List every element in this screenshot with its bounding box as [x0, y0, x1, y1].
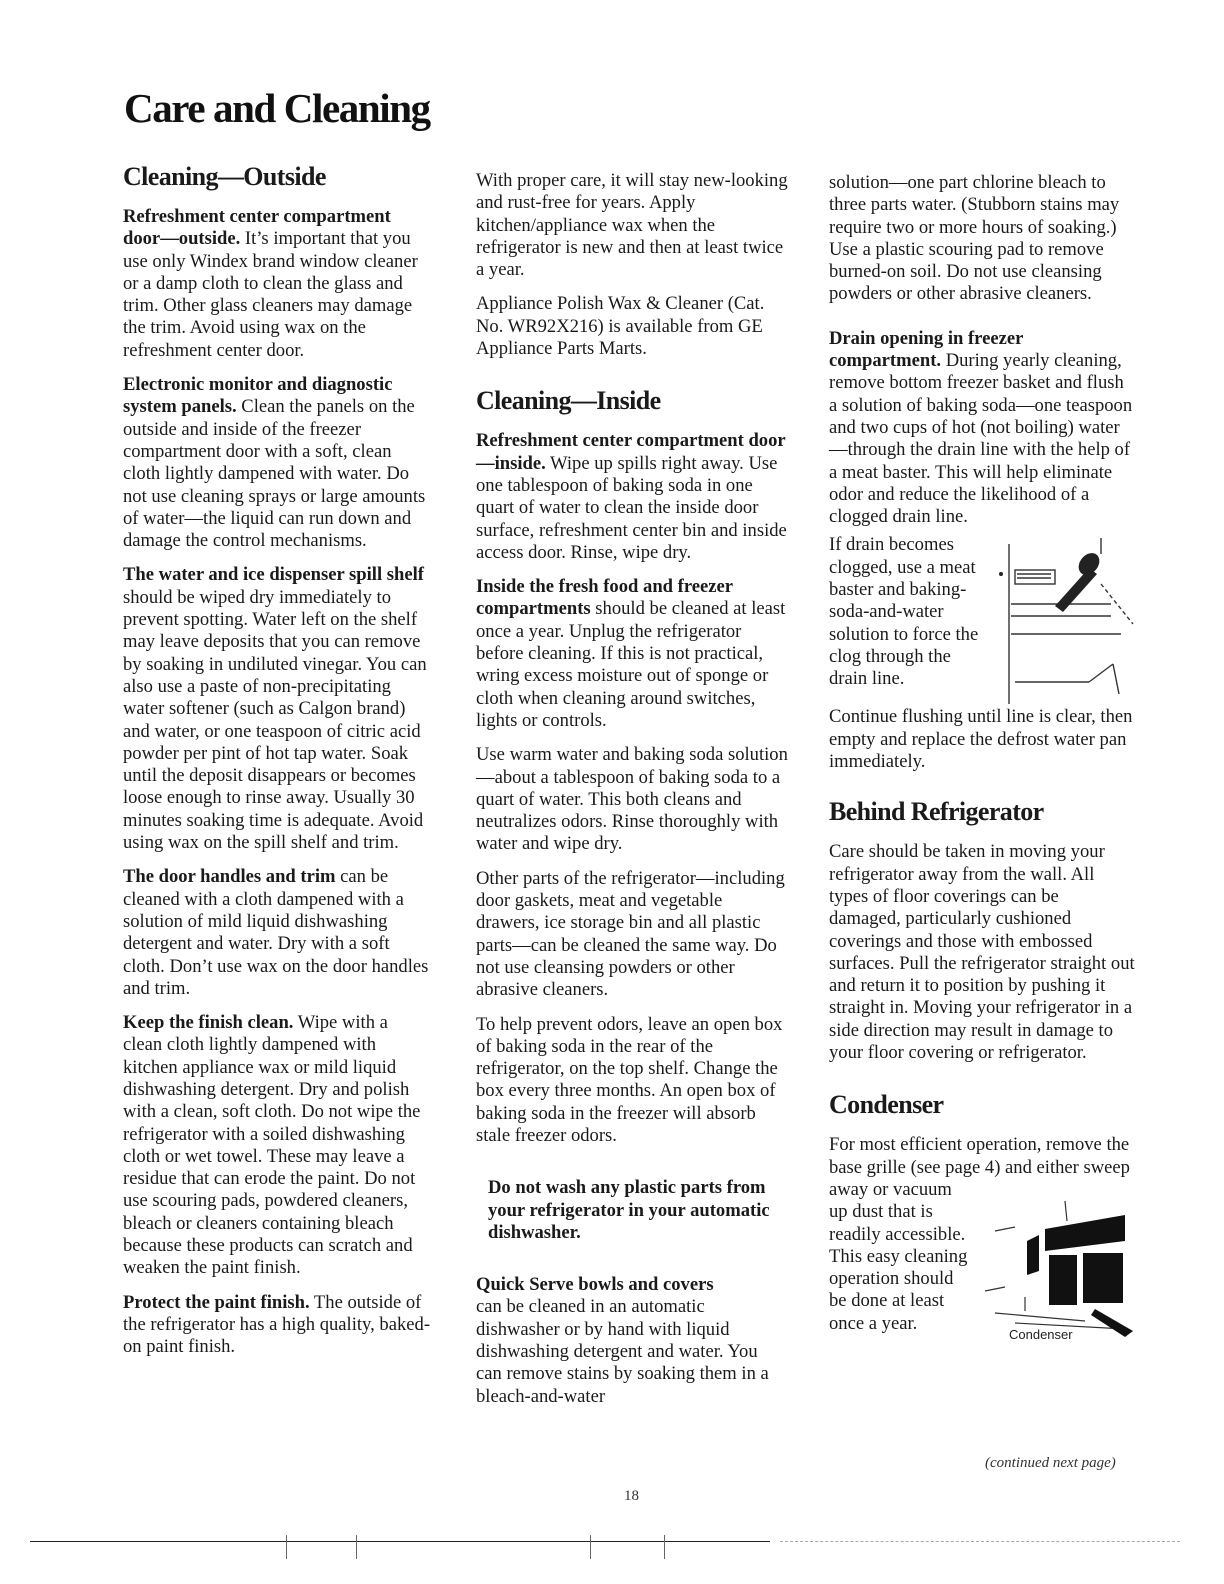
paragraph: Appliance Polish Wax & Cleaner (Cat. No. WR92X216) is available from GE Appliance Parts Marts. [476, 293, 765, 360]
paragraph-lead: Drain opening in freezer compartment. [829, 327, 1024, 372]
paragraph [476, 576, 788, 732]
drain-figure-row [829, 534, 1135, 706]
paragraph-body: Clean the panels on the outside and inside of the freezer compartment door with a soft, clean cloth lightly dampened with water. Do not use cleaning sprays or large amounts of water—the liquid can run down and damage the control mechanisms. [123, 396, 426, 552]
column-2 [476, 170, 788, 1420]
paragraph-lead: The water and ice dispenser spill shelf [123, 564, 424, 586]
scan-mark [664, 1535, 665, 1559]
scan-mark [286, 1535, 287, 1559]
condenser-figure-row [829, 1201, 1135, 1349]
page-title: Care and Cleaning [124, 85, 430, 131]
paragraph-lead: Protect the paint finish. [123, 1291, 310, 1313]
paragraph-lead: Electronic monitor and diagnostic system panels. [123, 374, 393, 418]
paragraph: With proper care, it will stay new-looking and rust-free for years. Apply kitchen/appliance wax when the refrigerator is new and then at least twice a year. [476, 170, 788, 281]
paragraph [829, 328, 1135, 529]
bottom-rule-faint [780, 1541, 1180, 1543]
paragraph [476, 1274, 788, 1408]
scan-mark [356, 1535, 357, 1559]
paragraph-body: Wipe up spills right away. Use one tablespoon of baking soda in one quart of water to clean the inside door surface, refreshment center bin and inside access door. Rinse, wipe dry. [476, 452, 787, 563]
column-3 [829, 172, 1135, 1349]
paragraph: Other parts of the refrigerator—including door gaskets, meat and vegetable drawers, ice storage bin and all plastic parts—can be cleaned the same way. Do not use cleansing powders or other abrasive cleaners. [476, 867, 785, 1001]
section-heading-cleaning-outside: Cleaning—Outside [123, 162, 326, 191]
paragraph: For most efficient operation, remove the base grille (see page 4) and either sweep away or vacuum [829, 1134, 1130, 1200]
condenser-illustration [975, 1201, 1135, 1349]
continued-note: (continued next page) [985, 1455, 1116, 1471]
paragraph-body: It’s important that you use only Windex brand window cleaner or a damp cloth to clean the glass and trim. Other glass cleaners may damage the trim. Avoid using wax on the refreshment center door. [123, 228, 418, 361]
drain-figure-text: If drain becomes clogged, use a meat baster and baking-soda-and-water solution to force the clog through the drain line. [829, 534, 979, 690]
paragraph [123, 1012, 431, 1280]
meat-baster-drain-illustration [993, 534, 1135, 706]
paragraph-body: should be wiped dry immediately to prevent spotting. Water left on the shelf may leave deposits that you can remove by soaking in undiluted vinegar. You can also use a paste of non-precipitating water softener (such as Calgon brand) and water, or one teaspoon of citric acid powder per pint of hot tap water. Soak until the deposit disappears or becomes loose enough to rinse away. Usually 30 minutes soaking time is adequate. Avoid using wax on the spill shelf and trim. [123, 586, 427, 854]
condenser-label: Condenser [1009, 1327, 1073, 1343]
paragraph-lead: Quick Serve bowls and covers [476, 1274, 714, 1296]
scan-mark [590, 1535, 591, 1559]
paragraph-body: can be cleaned with a cloth dampened with a solution of mild liquid dishwashing detergent and water. Dry with a soft cloth. Don’t use wax on the door handles and trim. [123, 866, 429, 999]
page-number: 18 [624, 1488, 639, 1504]
paragraph: Use warm water and baking soda solution—about a tablespoon of baking soda to a quart of water. This both cleans and neutralizes odors. Rinse thoroughly with water and wipe dry. [476, 744, 788, 855]
paragraph-lead: Refreshment center compartment door—outside. [123, 206, 391, 250]
paragraph: solution—one part chlorine bleach to three parts water. (Stubborn stains may require two or more hours of soaking.) Use a plastic scouring pad to remove burned-on soil. Do not use cleansing powders or other abrasive cleaners. [829, 172, 1120, 305]
paragraph [123, 206, 431, 362]
dishwasher-warning: Do not wash any plastic parts from your refrigerator in your automatic dishwasher. [488, 1177, 770, 1243]
section-heading-condenser: Condenser [829, 1090, 944, 1120]
paragraph-body: should be cleaned at least once a year. Unplug the refrigerator before cleaning. If this is not practical, wring excess moisture out of sponge or cloth when cleaning around switches, lights or controls. [476, 598, 786, 731]
paragraph-lead: The door handles and trim [123, 866, 336, 888]
paragraph [123, 1292, 431, 1359]
paragraph-lead: Refreshment center compartment door—inside. [476, 430, 786, 474]
paragraph: Continue flushing until line is clear, then empty and replace the defrost water pan immediately. [829, 706, 1133, 773]
paragraph [123, 866, 431, 1000]
paragraph-body: Wipe with a clean cloth lightly dampened with kitchen appliance wax or mild liquid dishwashing detergent. Dry and polish with a clean, soft cloth. Do not wipe the refrigerator with a soiled dishwashing cloth or wet towel. These may leave a residue that can erode the paint. Do not use scouring pads, powdered cleaners, bleach or cleaners containing bleach because these products can scratch and weaken the paint finish. [123, 1012, 421, 1279]
section-heading-cleaning-inside: Cleaning—Inside [476, 386, 661, 416]
paragraph [123, 564, 431, 854]
column-1 [123, 162, 431, 1371]
condenser-figure-text: up dust that is readily accessible. This easy cleaning operation should be done at least once a year. [829, 1201, 968, 1334]
paragraph-lead: Keep the finish clean. [123, 1012, 294, 1034]
paragraph-lead: Inside the fresh food and freezer compartments [476, 576, 733, 620]
paragraph: Care should be taken in moving your refrigerator away from the wall. All types of floor coverings can be damaged, particularly cushioned coverings and those with embossed surfaces. Pull the refrigerator straight out and return it to position by pushing it straight in. Moving your refrigerator in a side direction may result in damage to your floor covering or refrigerator. [829, 841, 1135, 1064]
paragraph [123, 374, 431, 552]
section-heading-behind-refrigerator: Behind Refrigerator [829, 797, 1044, 827]
paragraph [476, 430, 788, 564]
paragraph-body: can be cleaned in an automatic dishwasher or by hand with liquid dishwashing detergent and water. You can remove stains by soaking them in a bleach-and-water [476, 1296, 769, 1407]
bottom-rule [30, 1541, 770, 1542]
paragraph-body: The outside of the refrigerator has a high quality, baked-on paint finish. [123, 1291, 431, 1358]
paragraph: To help prevent odors, leave an open box of baking soda in the rear of the refrigerator, on the top shelf. Change the box every three months. An open box of baking soda in the freezer will absorb stale freezer odors. [476, 1013, 783, 1146]
paragraph-body: During yearly cleaning, remove bottom freezer basket and flush a solution of baking soda—one teaspoon and two cups of hot (not boiling) water—through the drain line with the help of a meat baster. This will help eliminate odor and reduce the likelihood of a clogged drain line. [829, 350, 1133, 528]
